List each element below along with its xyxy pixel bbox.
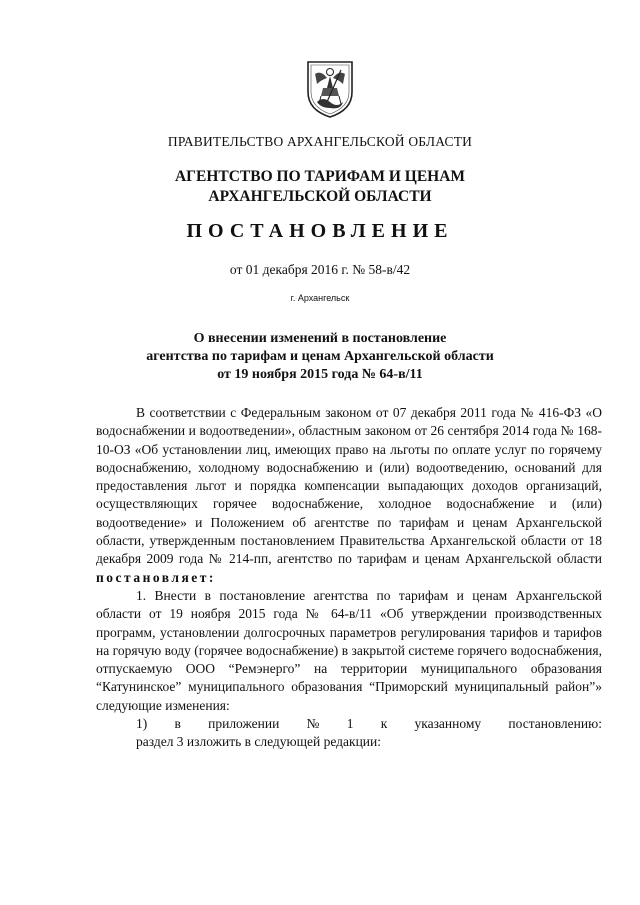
document-city: г. Архангельск <box>290 293 350 303</box>
subject-line3: от 19 ноября 2015 года № 64-в/11 <box>217 367 423 382</box>
document-type-title: ПОСТАНОВЛЕНИЕ <box>186 220 454 242</box>
subitem-word: приложении <box>208 716 280 732</box>
subitem-word: к <box>380 716 388 732</box>
agency-name-line2: АРХАНГЕЛЬСКОЙ ОБЛАСТИ <box>208 188 432 205</box>
clause-1-paragraph: 1. Внести в постановление агентства по тарифам и ценам Архангельской области от 19 ноября 2015 года № 64-в/11 «Об утверждении производственных программ, установлении долгосрочных параметров регулирования тарифов и тарифов на горячую воду (горячее водоснабжение) в закрытой системе горячего водоснабжения, отпускаемую ООО “Ремэнерго” на территории муниципального образования “Катунинское” муниципального образования “Приморский муниципальный район”» следующие изменения: <box>96 587 602 713</box>
preamble-text: В соответствии с Федеральным законом от 07 декабря 2011 года № 416-ФЗ «О водоснабжении и водоотведении», областным законом от 26 сентября 2014 года № 168-10-ОЗ «Об установлении лиц, имеющих право на льготы по оплате услуг по горячему водоснабжению, холодному водоснабжению и (или) водоотведению, оснований для предоставления льгот и порядка компенсации выпадающих доходов организаций, осуществляющих горячее водоснабжение, холодное водоснабжение и (или) водоотведение» и Положением об агентстве по тарифам и ценам Архангельской области, утвержденным постановлением Правительства Архангельской области от 18 декабря 2009 года № 214-пп, агентство по тарифам и ценам Архангельской области <box>96 405 602 567</box>
clause-1-subitem-1 <box>96 715 602 733</box>
coat-of-arms-icon <box>303 58 357 120</box>
subitem-word: в <box>174 716 181 732</box>
government-name: ПРАВИТЕЛЬСТВО АРХАНГЕЛЬСКОЙ ОБЛАСТИ <box>167 134 473 149</box>
subitem-word: 1 <box>346 716 354 732</box>
clause-1-subitem-1-continuation: раздел 3 изложить в следующей редакции: <box>136 734 382 750</box>
subject-line2: агентства по тарифам и ценам Архангельской области <box>146 349 494 364</box>
subitem-word: 1) <box>136 716 148 732</box>
agency-name-line1: АГЕНТСТВО ПО ТАРИФАМ И ЦЕНАМ <box>174 168 466 185</box>
resolves-word: постановляет: <box>96 569 216 585</box>
document-subject <box>0 330 640 384</box>
subitem-word: № <box>306 716 320 732</box>
document-date-number: от 01 декабря 2016 г. № 58-в/42 <box>229 262 411 277</box>
subitem-word: указанному <box>414 716 482 732</box>
subject-line1: О внесении изменений в постановление <box>193 331 447 346</box>
agency-name <box>0 167 640 207</box>
preamble-paragraph <box>96 404 602 587</box>
subitem-word: постановлению: <box>508 716 602 732</box>
document-body <box>96 404 602 752</box>
